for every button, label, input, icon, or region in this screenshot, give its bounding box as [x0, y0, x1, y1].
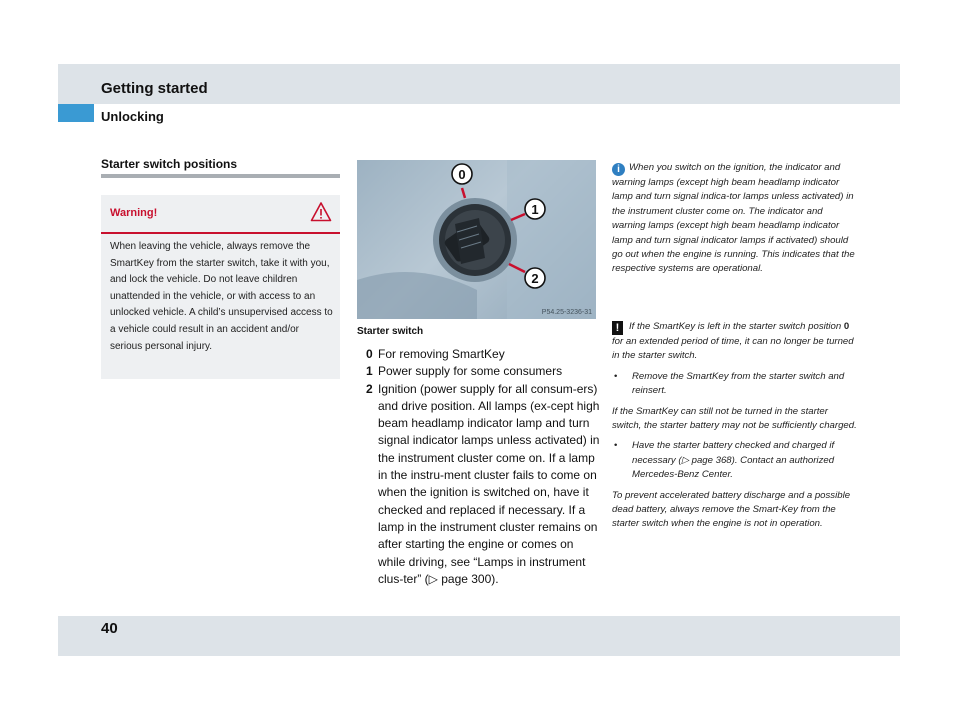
position-list	[366, 346, 602, 588]
chapter-tab-marker	[58, 104, 94, 122]
caution-bullet-2-text: Have the starter battery checked and charged if necessary (▷ page 368). Contact an authorized Mercedes-Benz Center.	[632, 440, 835, 481]
caution-bullet-1-text: Remove the SmartKey from the starter switch and reinsert.	[632, 370, 845, 397]
caution-note	[612, 320, 858, 538]
caution-outro: To prevent accelerated battery discharge and a possible dead battery, always remove the Smart-Key from the starter switch when the engine is not in operation.	[612, 489, 851, 530]
figure-code: P54.25-3236-31	[541, 309, 592, 316]
callout-0: 0	[458, 167, 466, 182]
position-text: Ignition (power supply for all consum-ers) and drive position. All lamps (ex-cept high beam headlamp indicator lamp and turn signal indicator lamps unless activated) in the instrument cluster come on. If a lamp in the instru-ment cluster fails to come on when the ignition is switched on, have it checked and replaced if necessary. If a lamp in the instrument cluster remains on after starting the engine or comes on while driving, see “Lamps in instrument clus-ter” (▷ page 300).	[378, 381, 600, 586]
subhead-rule	[101, 174, 340, 178]
callout-1: 1	[531, 202, 539, 217]
position-item-1	[366, 363, 602, 380]
caution-intro-a: If the SmartKey is left in the starter switch position	[629, 321, 842, 332]
chapter-title: Getting started	[101, 80, 208, 97]
warning-text: When leaving the vehicle, always remove the SmartKey from the starter switch, take it with you, and lock the vehicle. Do not leave children unattended in the vehicle, or with access to an unlocked vehicle. A child’s unsupervised access to a vehicle could result in an accident and/or serious personal injury.	[110, 241, 333, 352]
position-number: 0	[366, 347, 373, 361]
warning-triangle-icon	[310, 201, 332, 223]
section-title: Unlocking	[101, 109, 164, 124]
starter-switch-photo	[357, 160, 596, 319]
bullet-dot: •	[614, 370, 618, 382]
info-note	[612, 161, 858, 283]
figure-caption: Starter switch	[357, 326, 424, 337]
footer-band	[58, 616, 900, 656]
starter-switch-illustration	[357, 160, 596, 319]
bullet-dot: •	[614, 440, 618, 452]
subhead: Starter switch positions	[101, 157, 238, 171]
position-number: 2	[366, 381, 373, 396]
caution-bullet-2	[612, 439, 858, 482]
warning-box	[101, 195, 340, 379]
position-item-2	[366, 381, 602, 589]
caution-mid: If the SmartKey can still not be turned in the starter switch, the starter battery may not be sufficiently charged.	[612, 405, 857, 432]
caution-position: 0	[843, 321, 850, 332]
caution-bullet-1	[612, 370, 858, 399]
callout-2: 2	[531, 271, 539, 286]
info-note-text: When you switch on the ignition, the indicator and warning lamps (except high beam headlamp indicator lamp and turn signal indica-tor lamps unless activated) in the instrument cluster come on. The indicator and warning lamps (except high beam headlamp indicator lamp and turn signal indicator lamps if activated) should go out when the engine is running. This indicates that the respective systems are operational.	[612, 162, 855, 275]
page-number: 40	[101, 620, 118, 637]
info-icon: i	[612, 163, 625, 176]
position-item-0	[366, 346, 602, 363]
caution-icon: !	[612, 321, 623, 335]
caution-intro-b: for an extended period of time, it can no longer be turned in the starter switch.	[612, 336, 854, 362]
position-text: Power supply for some consumers	[378, 364, 563, 379]
position-number: 1	[366, 364, 373, 379]
warning-title: Warning!	[110, 207, 158, 219]
warning-rule	[101, 232, 340, 234]
position-text: For removing SmartKey	[378, 347, 505, 361]
